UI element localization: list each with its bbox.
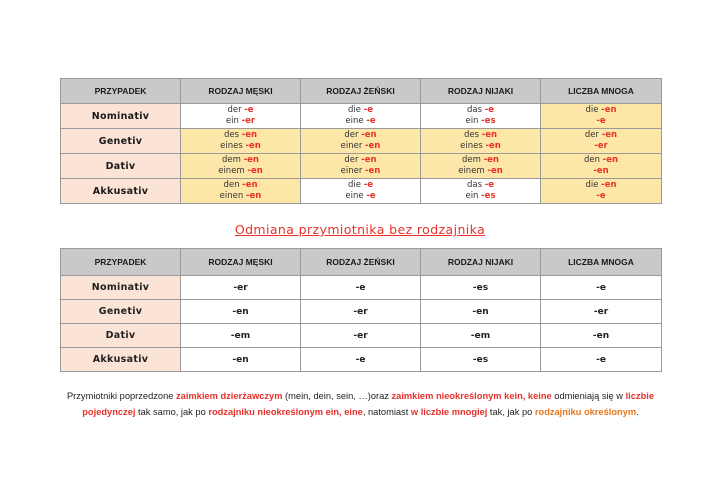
ending: -en bbox=[361, 155, 377, 165]
declension-cell bbox=[301, 179, 421, 204]
ending: -e bbox=[484, 180, 495, 190]
form-line bbox=[421, 105, 540, 116]
ending: -e bbox=[363, 105, 373, 115]
article: einer bbox=[340, 166, 363, 176]
article: des bbox=[223, 130, 239, 140]
form-line bbox=[301, 180, 420, 191]
header-feminine: RODZAJ ŻEŃSKI bbox=[301, 79, 421, 104]
article: eines bbox=[220, 141, 243, 151]
article: die bbox=[348, 180, 361, 190]
form-line bbox=[181, 130, 300, 141]
ending: -e bbox=[244, 105, 254, 115]
case-label: Akkusativ bbox=[61, 348, 181, 372]
declension-cell bbox=[181, 129, 301, 154]
ending: -en bbox=[487, 166, 503, 176]
form-line bbox=[181, 116, 300, 127]
declension-cell bbox=[421, 179, 541, 204]
form-line bbox=[301, 166, 420, 177]
form-line bbox=[181, 166, 300, 177]
form-line bbox=[301, 116, 420, 127]
case-label: Genetiv bbox=[61, 300, 181, 324]
article: die bbox=[348, 105, 361, 115]
article: einem bbox=[458, 166, 485, 176]
case-label: Nominativ bbox=[61, 104, 181, 129]
article: den bbox=[583, 155, 600, 165]
form-line bbox=[301, 155, 420, 166]
ending-cell: -e bbox=[301, 276, 421, 300]
case-label: Dativ bbox=[61, 154, 181, 179]
ending: -en bbox=[365, 141, 381, 151]
note-text: Przymiotniki poprzedzone bbox=[66, 391, 177, 401]
article: eine bbox=[345, 191, 364, 201]
ending-cell: -em bbox=[421, 324, 541, 348]
note-text: . bbox=[636, 407, 639, 417]
form-line bbox=[541, 116, 661, 127]
ending-cell: -e bbox=[541, 348, 662, 372]
declension-cell bbox=[541, 129, 662, 154]
note-text: (mein, dein, sein, …)oraz bbox=[282, 391, 392, 401]
article: die bbox=[585, 105, 599, 115]
form-line bbox=[181, 155, 300, 166]
form-line bbox=[421, 155, 540, 166]
article: das bbox=[466, 105, 483, 115]
article: der bbox=[344, 155, 359, 165]
ending: -en bbox=[485, 141, 501, 151]
case-label: Akkusativ bbox=[61, 179, 181, 204]
note-text: tak samo, jak po bbox=[135, 407, 209, 417]
form-line bbox=[421, 180, 540, 191]
article: der bbox=[227, 105, 242, 115]
ending: -e bbox=[366, 191, 376, 201]
form-line bbox=[541, 105, 661, 116]
ending: -en bbox=[483, 155, 499, 165]
note-highlight: rodzajniku nieokreślonym ein, eine bbox=[208, 407, 363, 417]
article: einen bbox=[219, 191, 244, 201]
table-row bbox=[61, 129, 662, 154]
form-line bbox=[181, 191, 300, 202]
header-neuter: RODZAJ NIJAKI bbox=[421, 249, 541, 276]
ending-cell: -er bbox=[301, 324, 421, 348]
form-line bbox=[421, 141, 540, 152]
form-line bbox=[301, 141, 420, 152]
ending-cell: -er bbox=[541, 300, 662, 324]
form-line bbox=[301, 130, 420, 141]
article: einem bbox=[218, 166, 245, 176]
declension-cell bbox=[541, 179, 662, 204]
case-label: Genetiv bbox=[61, 129, 181, 154]
ending-cell: -en bbox=[421, 300, 541, 324]
table-row bbox=[61, 324, 662, 348]
table-row bbox=[61, 179, 662, 204]
ending: -en bbox=[601, 130, 618, 140]
note-highlight: zaimkiem dzierżawczym bbox=[176, 391, 283, 401]
ending: -e bbox=[596, 191, 606, 201]
table-row bbox=[61, 154, 662, 179]
header-case: PRZYPADEK bbox=[61, 249, 181, 276]
ending-cell: -en bbox=[181, 300, 301, 324]
section-heading: Odmiana przymiotnika bez rodzajnika bbox=[234, 222, 486, 237]
note-text: odmieniają się w bbox=[551, 391, 626, 401]
case-label: Dativ bbox=[61, 324, 181, 348]
explanation-note bbox=[60, 388, 661, 420]
note-text: , natomiast bbox=[362, 407, 411, 417]
ending: -en bbox=[242, 180, 258, 190]
form-line bbox=[541, 141, 661, 152]
ending-cell: -es bbox=[421, 276, 541, 300]
ending-cell: -er bbox=[181, 276, 301, 300]
header-masculine: RODZAJ MĘSKI bbox=[181, 79, 301, 104]
table-row bbox=[61, 104, 662, 129]
ending-cell: -es bbox=[421, 348, 541, 372]
ending: -en bbox=[602, 155, 619, 165]
header-plural: LICZBA MNOGA bbox=[541, 79, 662, 104]
case-label: Nominativ bbox=[61, 276, 181, 300]
form-line bbox=[301, 191, 420, 202]
table-row bbox=[61, 300, 662, 324]
ending-cell: -em bbox=[181, 324, 301, 348]
form-line bbox=[421, 191, 540, 202]
declension-cell bbox=[301, 154, 421, 179]
ending: -en bbox=[601, 180, 617, 190]
article: der bbox=[344, 130, 359, 140]
ending: -e bbox=[366, 116, 376, 126]
header-neuter: RODZAJ NIJAKI bbox=[421, 79, 541, 104]
ending-cell: -e bbox=[541, 276, 662, 300]
ending: -en bbox=[247, 166, 263, 176]
note-highlight: zaimkiem nieokreślonym kein, keine bbox=[391, 391, 552, 401]
note-highlight: liczbie pojedynczej bbox=[82, 391, 655, 417]
ending-cell: -er bbox=[301, 300, 421, 324]
form-line bbox=[181, 105, 300, 116]
form-line bbox=[421, 130, 540, 141]
form-line bbox=[301, 105, 420, 116]
note-highlight: w liczbie mnogiej bbox=[410, 407, 488, 417]
header-case: PRZYPADEK bbox=[61, 79, 181, 104]
declension-table-with-article bbox=[60, 78, 662, 204]
ending-cell: -en bbox=[181, 348, 301, 372]
article: einer bbox=[340, 141, 363, 151]
ending: -en bbox=[243, 155, 259, 165]
table-row bbox=[61, 348, 662, 372]
ending: -es bbox=[481, 191, 496, 201]
article: die bbox=[585, 180, 599, 190]
declension-cell bbox=[181, 154, 301, 179]
article: dem bbox=[222, 155, 241, 165]
declension-cell bbox=[421, 129, 541, 154]
ending-cell: -e bbox=[301, 348, 421, 372]
ending: -en bbox=[361, 130, 377, 140]
form-line bbox=[181, 180, 300, 191]
ending: -e bbox=[484, 105, 495, 115]
form-line bbox=[541, 191, 661, 202]
declension-cell bbox=[541, 154, 662, 179]
table-row bbox=[61, 276, 662, 300]
article: eines bbox=[460, 141, 483, 151]
ending: -e bbox=[363, 180, 373, 190]
form-line bbox=[421, 166, 540, 177]
article: des bbox=[463, 130, 479, 140]
ending: -en bbox=[365, 166, 381, 176]
ending: -en bbox=[481, 130, 498, 140]
article: dem bbox=[462, 155, 481, 165]
article: ein bbox=[225, 116, 239, 126]
article: eine bbox=[345, 116, 364, 126]
declension-table-without-article bbox=[60, 248, 662, 372]
article: ein bbox=[465, 191, 479, 201]
ending: -en bbox=[241, 130, 258, 140]
article: ein bbox=[465, 116, 479, 126]
form-line bbox=[541, 166, 661, 177]
note-text: tak, jak po bbox=[487, 407, 535, 417]
declension-cell bbox=[301, 104, 421, 129]
ending: -en bbox=[601, 105, 617, 115]
declension-cell bbox=[421, 104, 541, 129]
header-feminine: RODZAJ ŻEŃSKI bbox=[301, 249, 421, 276]
form-line bbox=[421, 116, 540, 127]
ending: -er bbox=[594, 141, 608, 151]
form-line bbox=[541, 130, 661, 141]
article: der bbox=[584, 130, 600, 140]
ending: -en bbox=[593, 166, 609, 176]
ending: -en bbox=[245, 141, 261, 151]
ending: -e bbox=[596, 116, 606, 126]
article: das bbox=[466, 180, 483, 190]
ending: -en bbox=[245, 191, 262, 201]
declension-cell bbox=[421, 154, 541, 179]
declension-cell bbox=[301, 129, 421, 154]
form-line bbox=[541, 180, 661, 191]
article: den bbox=[223, 180, 240, 190]
form-line bbox=[541, 155, 661, 166]
form-line bbox=[181, 141, 300, 152]
table-header-row bbox=[61, 79, 662, 104]
table-header-row bbox=[61, 249, 662, 276]
ending: -es bbox=[481, 116, 496, 126]
header-masculine: RODZAJ MĘSKI bbox=[181, 249, 301, 276]
declension-cell bbox=[541, 104, 662, 129]
ending-cell: -en bbox=[541, 324, 662, 348]
declension-cell bbox=[181, 179, 301, 204]
declension-cell bbox=[181, 104, 301, 129]
header-plural: LICZBA MNOGA bbox=[541, 249, 662, 276]
ending: -er bbox=[241, 116, 256, 126]
note-highlight: rodzajniku określonym bbox=[534, 407, 637, 417]
